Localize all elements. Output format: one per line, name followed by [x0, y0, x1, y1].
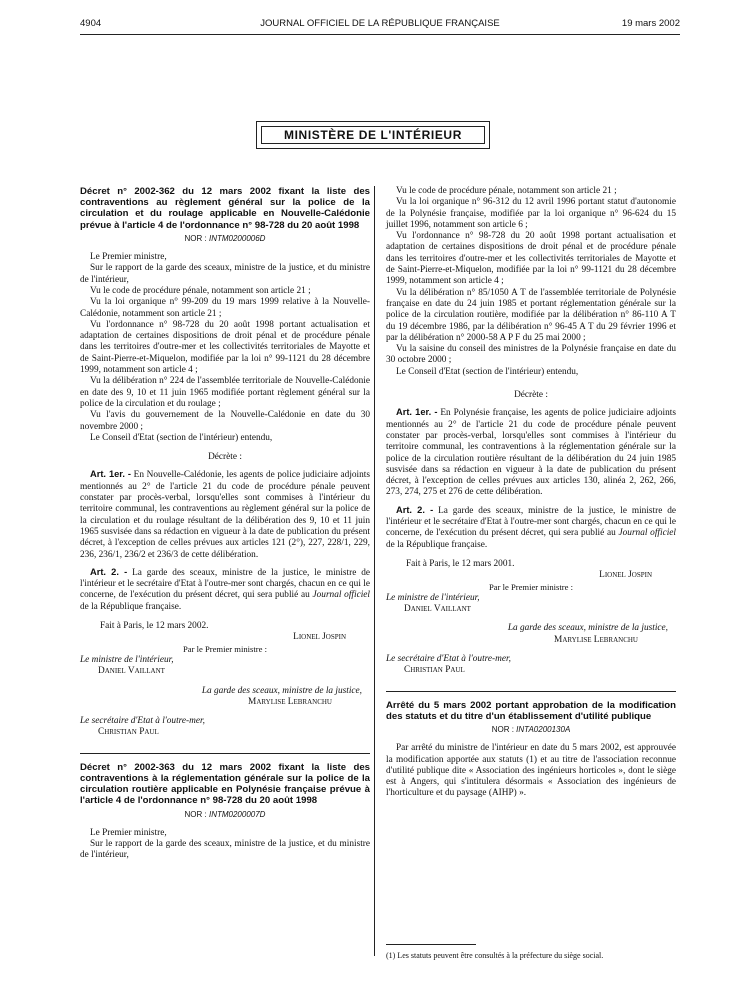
nor-code: INTM0200006D: [208, 233, 266, 243]
journal-title: JOURNAL OFFICIEL DE LA RÉPUBLIQUE FRANÇAISE: [260, 18, 500, 29]
paragraph: Vu la loi organique n° 96-312 du 12 avril 1996 portant statut d'autonomie de la Polynésie française, modifiée par la loi organique n° 96-624 du 15 juillet 1996, notamment son article 6 ;: [386, 197, 676, 230]
left-column: [80, 186, 370, 862]
journal-reference: Journal officiel: [312, 590, 370, 601]
article-label: Art. 1er. -: [90, 469, 131, 480]
paragraph: Vu la saisine du conseil des ministres de la Polynésie française en date du 30 octobre 2000 ;: [386, 344, 676, 366]
minister-role: La garde des sceaux, ministre de la justice,: [507, 623, 668, 634]
article-text: La garde des sceaux, ministre de la justice, le ministre de l'intérieur et le secrétaire d'Etat à l'outre-mer sont chargés, chacun en ce qui le concerne, de l'exécution du présent décret, qui sera publié au: [386, 505, 676, 539]
paragraph: Le Premier ministre,: [90, 827, 167, 838]
paragraph: Vu l'ordonnance n° 98-728 du 20 août 1998 portant actualisation et adaptation de certaines dispositions de droit pénal et de procédure pénale dans les territoires d'outre-mer et les collectivités territoriales de Mayotte et de Saint-Pierre-et-Miquelon, modifiée par la loi n° 99-1121 du 28 décembre 1999, notamment son article 4 ;: [386, 231, 676, 287]
paragraph: Vu l'ordonnance n° 98-728 du 20 août 1998 portant actualisation et adaptation de certaines dispositions de droit pénal et de procédure pénale dans les territoires d'outre-mer et les collectivités territoriales de Mayotte et de Saint-Pierre-et-Miquelon, modifiée par la loi n° 99-1121 du 28 décembre 1999, notamment son article 4 ;: [80, 319, 370, 376]
nor-code: INTA0200130A: [516, 724, 571, 734]
signature-date: Fait à Paris, le 12 mars 2002.: [100, 621, 209, 632]
article-label: Art. 2. -: [396, 504, 434, 515]
nor-label: NOR :: [184, 233, 209, 243]
paragraph: Le Premier ministre,: [90, 252, 167, 263]
footnote: [386, 944, 676, 961]
paragraph: Vu la délibération n° 224 de l'assemblée territoriale de Nouvelle-Calédonie en date des 9, 10 et 11 juin 1965 modifiée portant règlement général sur la police de la circulation et du roulage ;: [80, 376, 370, 409]
article-2: [386, 505, 676, 551]
nor-code: INTM0200007D: [208, 809, 266, 819]
paragraph: Vu le code de procédure pénale, notamment son article 21 ;: [396, 186, 617, 196]
paragraph: Vu l'avis du gouvernement de la Nouvelle-Calédonie en date du 30 novembre 2000 ;: [80, 410, 370, 432]
article-text: En Nouvelle-Calédonie, les agents de police judiciaire adjoints mentionnés au 2° de l'article 21 du code de procédure pénale peuvent constater par procès-verbal, lorsqu'elles sont commises à l'intérieur du territoire communal, les contraventions au règlement général sur la police de la circulation et du roulage résultant de la délibération des 9, 10 et 11 juin 1965 susvisée dans sa rédaction en vigueur à la date de publication du présent décret, à l'exception de celles prévues aux articles 121 (2°), 227, 228/1, 229, 236, 236/1, 236/2 et 236/3 de cette délibération.: [80, 470, 370, 560]
minister-role: Le secrétaire d'Etat à l'outre-mer,: [386, 653, 511, 664]
article-1: [386, 407, 676, 498]
running-header: [80, 18, 680, 32]
minister-role: La garde des sceaux, ministre de la justice,: [201, 685, 362, 696]
minister-name: Marylise Lebranchu: [248, 696, 332, 707]
minister-role: Le ministre de l'intérieur,: [386, 592, 480, 603]
nor-reference: [80, 809, 370, 820]
arrete-title: Arrêté du 5 mars 2002 portant approbation de la modification des statuts et du titre d'un établissement d'utilité publique: [386, 699, 676, 722]
page-number: 4904: [80, 18, 102, 29]
issue-date: 19 mars 2002: [621, 18, 680, 29]
paragraph: Vu le code de procédure pénale, notamment son article 21 ;: [90, 286, 311, 296]
minister-name: Christian Paul: [404, 665, 465, 676]
header-rule: [80, 34, 680, 35]
minister-role: Le secrétaire d'Etat à l'outre-mer,: [80, 716, 205, 727]
article-text: de la République française.: [386, 539, 488, 550]
nor-reference: [80, 233, 370, 244]
paragraph: Sur le rapport de la garde des sceaux, ministre de la justice, et du ministre de l'intérieur,: [80, 263, 370, 285]
article-text: La garde des sceaux, ministre de la justice, le ministre de l'intérieur et le secrétaire d'Etat à l'outre-mer sont chargés, chacun en ce qui le concerne, de l'exécution du présent décret, qui sera publié au: [80, 567, 370, 601]
footnote-text: (1) Les statuts peuvent être consultés à la préfecture du siège social.: [386, 951, 604, 960]
article-1: [80, 469, 370, 560]
footnote-rule: [386, 944, 476, 945]
article-label: Art. 1er. -: [396, 407, 438, 418]
article-text: En Polynésie française, les agents de police judiciaire adjoints mentionnés au 2° de l'article 21 du code de procédure pénale peuvent constater par procès-verbal, lorsqu'elles sont commises à l'intérieur du territoire communal, les contraventions à la réglementation générale sur la police de la circulation routière résultant de la délibération du 24 juin 1985 susvisée dans sa rédaction en vigueur à la date de publication du présent décret, à l'exception de celles prévues aux articles 130, alinéa 2, 262, 266, 273, 274, 275 et 276 de cette délibération.: [386, 408, 676, 498]
right-column: [386, 186, 676, 800]
decrete-heading: Décrète :: [208, 452, 242, 463]
by-prime-minister: Par le Premier ministre :: [182, 643, 267, 654]
journal-reference: Journal officiel: [618, 528, 676, 539]
minister-name: Daniel Vaillant: [404, 604, 471, 615]
ministry-title: MINISTÈRE DE L'INTÉRIEUR: [261, 126, 485, 144]
signature-date: Fait à Paris, le 12 mars 2001.: [406, 558, 515, 569]
article-text: de la République française.: [80, 601, 182, 612]
paragraph: Vu la délibération n° 85/1050 A T de l'assemblée territoriale de Polynésie française en date du 24 juin 1985 et portant réglementation générale sur la police de la circulation routière, modifiée par la délibération n° 86-110 A T du 19 décembre 1986, par la délibération n° 96-45 A T du 29 février 1996 et par la délibération n° 2000-58 A P F du 25 mai 2000 ;: [386, 287, 676, 343]
paragraph: Le Conseil d'Etat (section de l'intérieur) entendu,: [90, 432, 273, 443]
section-divider: [386, 691, 676, 692]
decree-title: Décret n° 2002-363 du 12 mars 2002 fixant la liste des contraventions à la réglementation générale sur la police de la circulation routière applicable en Polynésie française prévue à l'article 4 de l'ordonnance n° 98-728 du 20 août 1998: [80, 761, 370, 807]
minister-name: Christian Paul: [98, 727, 159, 738]
paragraph: Par arrêté du ministre de l'intérieur en date du 5 mars 2002, est approuvée la modification apportée aux statuts (1) et au titre de l'association reconnue d'utilité publique dite « Association des ingénieurs horticoles », dont le siège est à Angers, qui s'intitulera désormais « Association des ingénieurs de l'horticulture et du paysage (AIHP) ».: [386, 743, 676, 799]
ministry-box: [256, 121, 490, 149]
nor-reference: [386, 724, 676, 735]
section-divider: [80, 753, 370, 754]
decree-title: Décret n° 2002-362 du 12 mars 2002 fixant la liste des contraventions au règlement général sur la police de la circulation et du roulage applicable en Nouvelle-Calédonie prévue à l'article 4 de l'ordonnance n° 98-728 du 20 août 1998: [80, 186, 370, 231]
minister-name: Daniel Vaillant: [98, 666, 165, 677]
minister-role: Le ministre de l'intérieur,: [80, 654, 174, 665]
by-prime-minister: Par le Premier ministre :: [488, 581, 573, 592]
article-2: [80, 567, 370, 613]
paragraph: Le Conseil d'Etat (section de l'intérieur) entendu,: [396, 366, 579, 377]
nor-label: NOR :: [491, 724, 517, 734]
minister-name: Marylise Lebranchu: [554, 634, 638, 645]
paragraph: Vu la loi organique n° 99-209 du 19 mars 1999 relative à la Nouvelle-Calédonie, notamment son article 21 ;: [80, 297, 370, 319]
nor-label: NOR :: [184, 809, 209, 819]
decrete-heading: Décrète :: [514, 390, 548, 401]
signer-name: Lionel Jospin: [293, 632, 346, 643]
column-divider: [374, 186, 375, 956]
article-label: Art. 2. -: [90, 566, 128, 577]
signer-name: Lionel Jospin: [599, 570, 652, 581]
paragraph: Sur le rapport de la garde des sceaux, ministre de la justice, et du ministre de l'intérieur,: [80, 839, 370, 861]
